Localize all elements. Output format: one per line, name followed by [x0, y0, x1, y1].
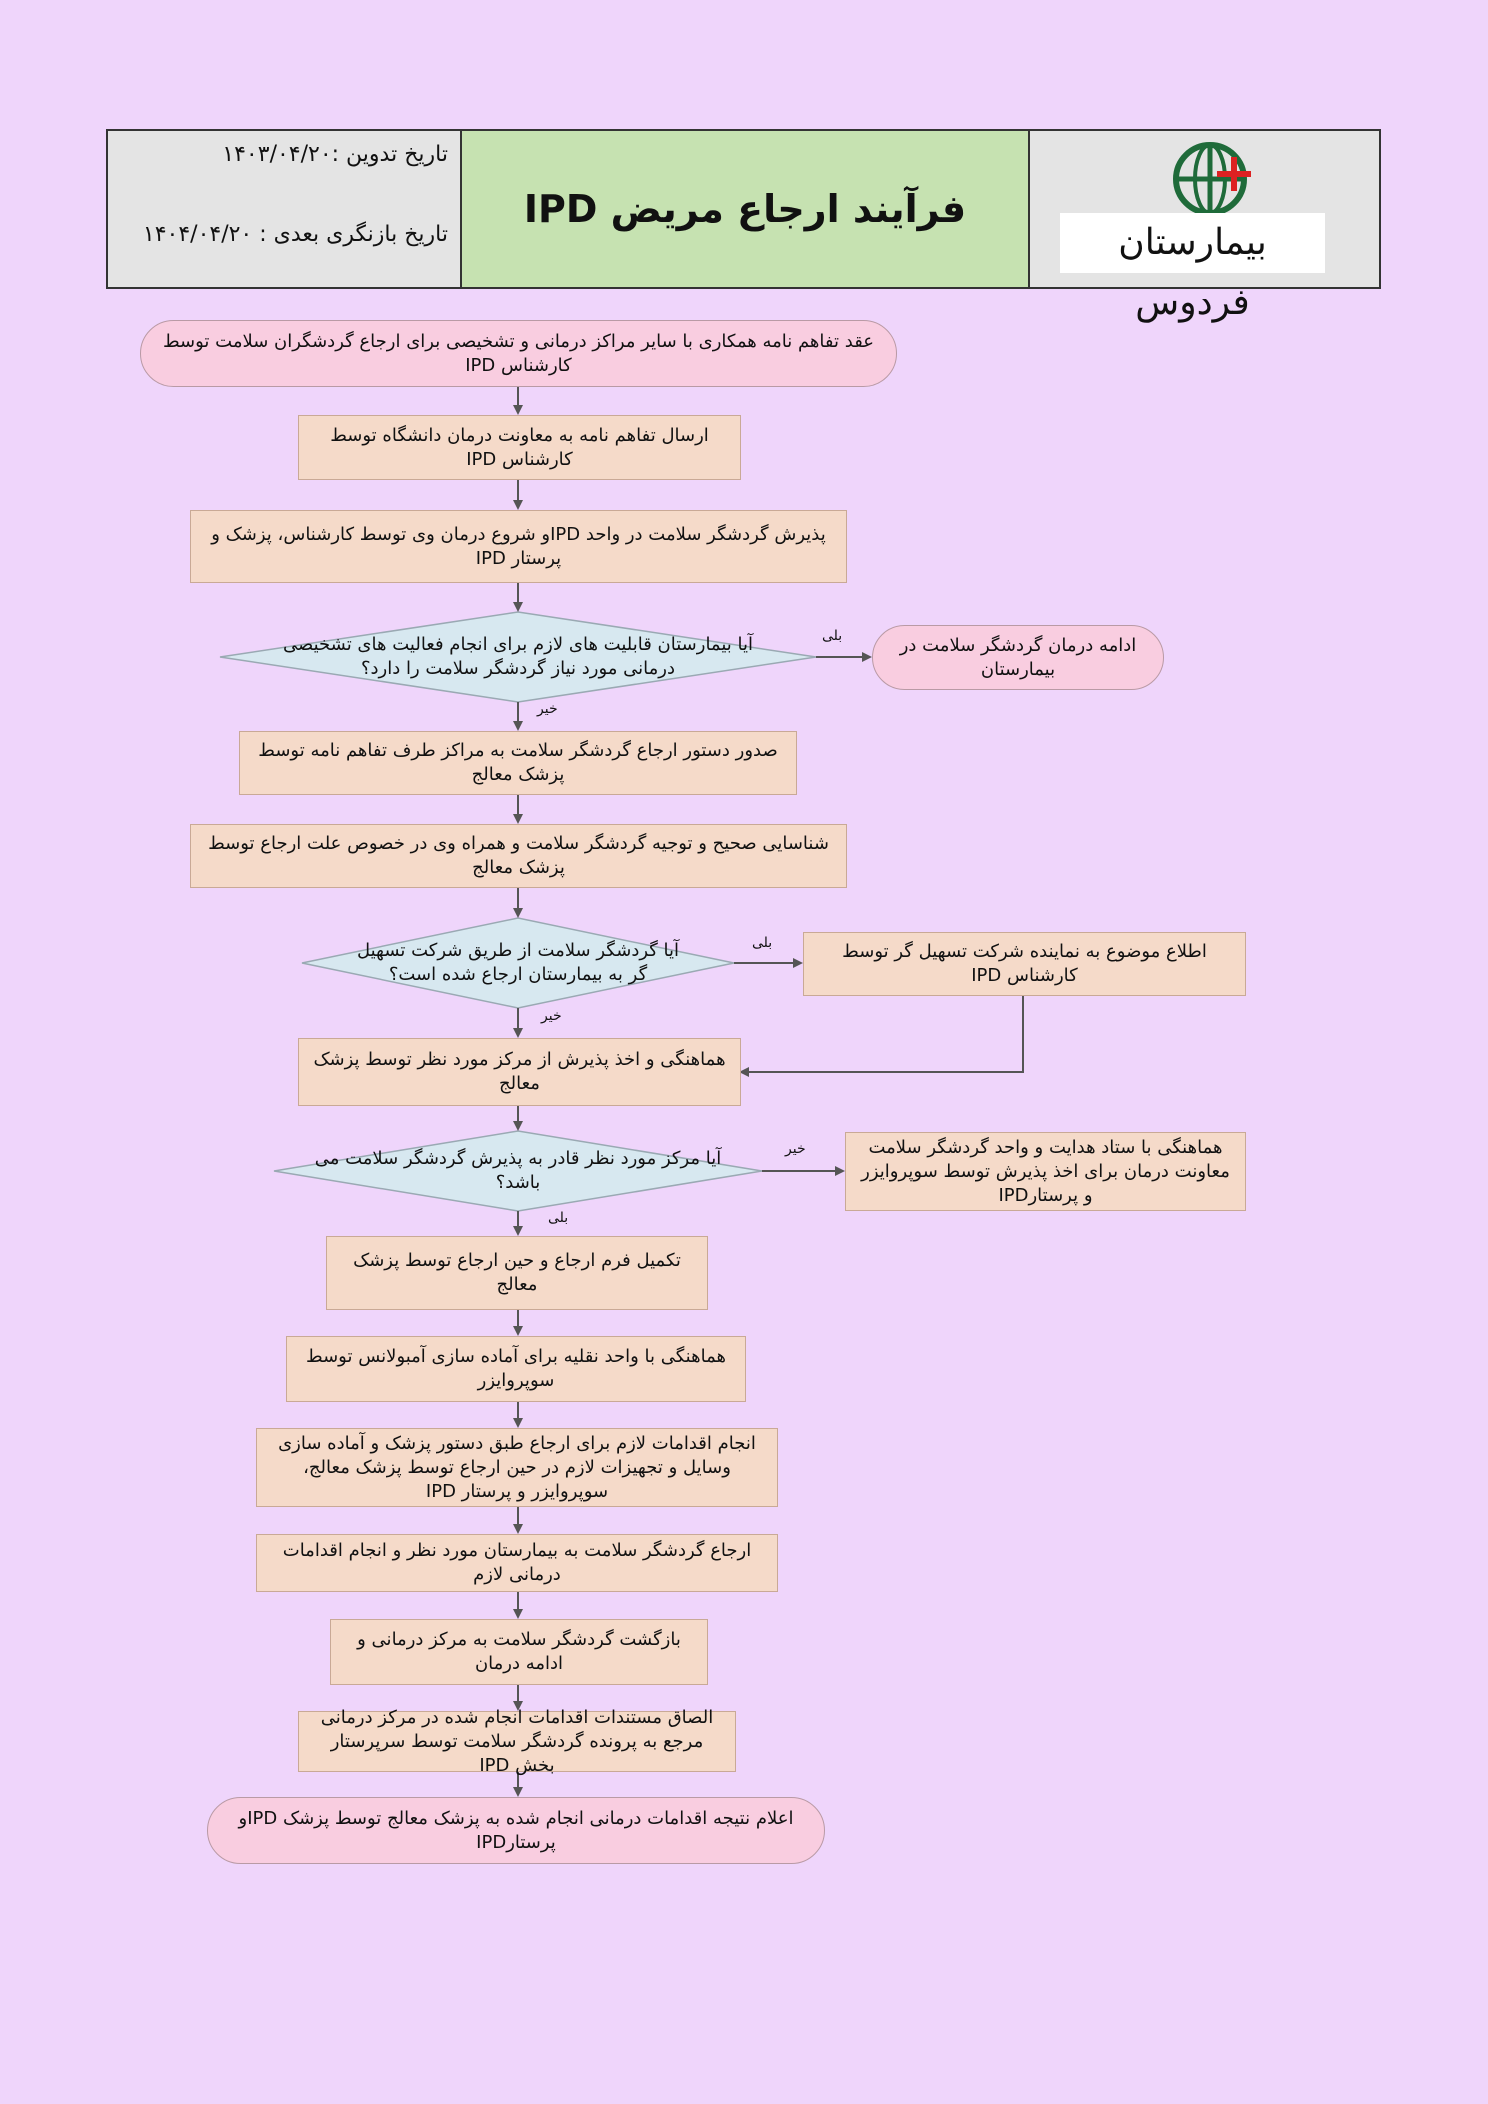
arrow-yes2-n6 — [741, 996, 1023, 1072]
label-d1-yes: بلی — [822, 628, 843, 644]
node-2-process: ارسال تفاهم نامه به معاونت درمان دانشگاه توسط کارشناس IPD — [298, 415, 741, 480]
decision-3-no-node: هماهنگی با ستاد هدایت و واحد گردشگر سلامت معاونت درمان برای اخذ پذیرش توسط سوپروایزر و پرستارIPD — [845, 1132, 1246, 1211]
page-title: فرآیند ارجاع مریض IPD — [462, 131, 1030, 287]
decision-2-text: آیا گردشگر سلامت از طریق شرکت تسهیل گر به بیمارستان ارجاع شده است؟ — [356, 940, 680, 985]
node-5-process: شناسایی صحیح و توجیه گردشگر سلامت و همراه وی در خصوص علت ارجاع توسط پزشک معالج — [190, 824, 847, 888]
node-12-process: الصاق مستندات اقدامات انجام شده در مرکز درمانی مرجع به پرونده گردشگر سلامت توسط سرپرستار بخش IPD — [298, 1711, 736, 1772]
node-6-process: هماهنگی و اخذ پذیرش از مرکز مورد نظر توسط پزشک معالج — [298, 1038, 741, 1106]
node-4-process: صدور دستور ارجاع گردشگر سلامت به مراکز طرف تفاهم نامه توسط پزشک معالج — [239, 731, 797, 795]
compile-date: تاریخ تدوین :۱۴۰۳/۰۴/۲۰ — [222, 142, 448, 167]
label-d1-no: خیر — [537, 701, 558, 717]
label-d2-yes: بلی — [752, 935, 773, 951]
logo-text: بیمارستان فردوس — [1060, 213, 1325, 273]
decision-1-yes-node: ادامه درمان گردشگر سلامت در بیمارستان — [872, 625, 1164, 690]
node-13-terminal: اعلام نتیجه اقدامات درمانی انجام شده به پزشک معالج توسط پزشک IPDو پرستارIPD — [207, 1797, 825, 1864]
node-3-process: پذیرش گردشگر سلامت در واحد IPDو شروع درمان وی توسط کارشناس، پزشک و پرستار IPD — [190, 510, 847, 583]
decision-2-yes-node: اطلاع موضوع به نماینده شرکت تسهیل گر توسط کارشناس IPD — [803, 932, 1246, 996]
node-1-terminal: عقد تفاهم نامه همکاری با سایر مراکز درمانی و تشخیصی برای ارجاع گردشگران سلامت توسط کارشناس IPD — [140, 320, 897, 387]
node-9-process: انجام اقدامات لازم برای ارجاع طبق دستور پزشک و آماده سازی وسایل و تجهیزات لازم در حین ارجاع توسط پزشک معالج، سوپروایزر و پرستار IPD — [256, 1428, 778, 1507]
label-d3-yes: بلی — [548, 1210, 569, 1226]
label-d3-no: خیر — [785, 1141, 806, 1157]
node-11-process: بازگشت گردشگر سلامت به مرکز درمانی و ادامه درمان — [330, 1619, 708, 1685]
decision-3-text: آیا مرکز مورد نظر قادر به پذیرش گردشگر سلامت می باشد؟ — [314, 1148, 722, 1193]
node-7-process: تکمیل فرم ارجاع و حین ارجاع توسط پزشک معالج — [326, 1236, 708, 1310]
node-10-process: ارجاع گردشگر سلامت به بیمارستان مورد نظر و انجام اقدامات درمانی لازم — [256, 1534, 778, 1592]
decision-1-text: آیا بیمارستان قابلیت های لازم برای انجام فعالیت های تشخیصی درمانی مورد نیاز گردشگر سلامت را دارد؟ — [282, 634, 753, 679]
node-8-process: هماهنگی با واحد نقلیه برای آماده سازی آمبولانس توسط سوپروایزر — [286, 1336, 746, 1402]
label-d2-no: خیر — [541, 1008, 562, 1024]
next-review-date: تاریخ بازنگری بعدی : ۱۴۰۴/۰۴/۲۰ — [142, 222, 448, 247]
